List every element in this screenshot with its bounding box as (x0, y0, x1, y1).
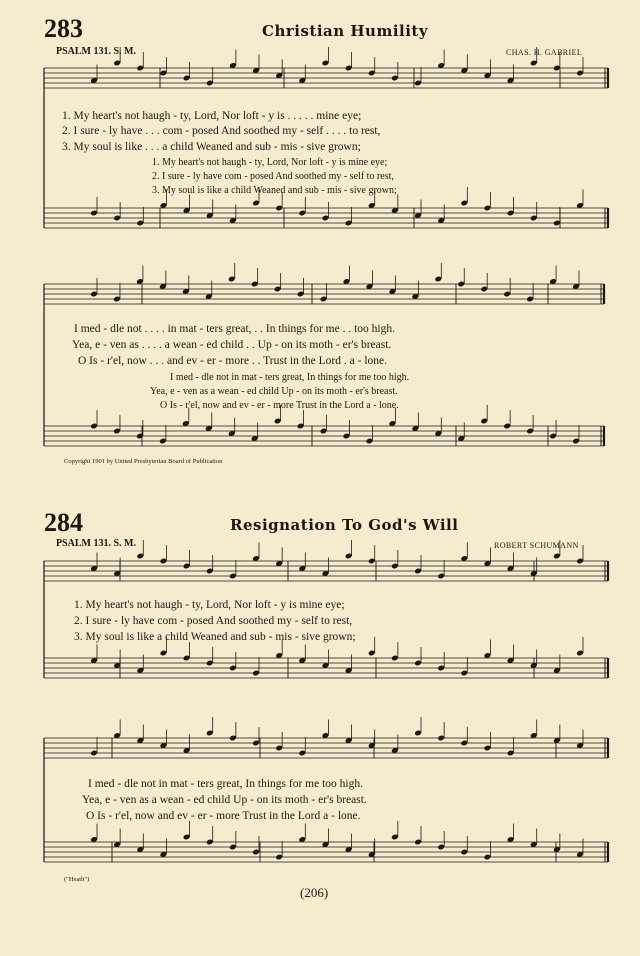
verse-line: 3. My soul is like . . . a child Weaned and sub - mis - sive grown; (62, 141, 361, 153)
verse-line: O Is - r'el, now . . . and ev - er - more . . Trust in the Lord . a - lone. (78, 355, 387, 367)
copyright-note: Copyright 1901 by United Presbyterian Board of Publication (64, 458, 223, 465)
verse-line: 1. My heart's not haugh - ty, Lord, Nor loft - y is mine eye; (152, 157, 388, 168)
verse-line: O Is - r'el, now and ev - er - more Trust in the Lord a - lone. (160, 400, 399, 411)
tune-name: ("Heath") (64, 876, 90, 883)
hymn-number: 283 (44, 14, 83, 43)
composer: CHAS. H. GABRIEL (506, 48, 583, 57)
verse-line: Yea, e - ven as a wean - ed child Up - on its moth - er's breast. (150, 386, 398, 397)
verse-line: O Is - r'el, now and ev - er - more Trust in the Lord a - lone. (86, 810, 361, 822)
verse-line: 1. My heart's not haugh - ty, Lord, Nor loft - y is . . . . . mine eye; (62, 110, 362, 122)
meter-label: PSALM 131. S. M. (56, 538, 136, 549)
verse-line: Yea, e - ven as a wean - ed child Up - on its moth - er's breast. (82, 794, 367, 806)
verse-line: 2. I sure - ly have . . . com - posed And soothed my - self . . . . to rest, (62, 125, 381, 137)
hymn-number: 284 (44, 508, 83, 537)
hymn-title: Resignation To God's Will (230, 516, 459, 534)
verse-line: I med - dle not . . . . in mat - ters great, . . In things for me . . too high. (74, 323, 395, 335)
verse-line: 2. I sure - ly have com - posed And soothed my - self to rest, (152, 171, 394, 182)
meter-label: PSALM 131. S. M. (56, 46, 136, 57)
verse-line: I med - dle not in mat - ters great, In things for me too high. (88, 778, 363, 790)
verse-line: Yea, e - ven as . . . . a wean - ed child . . Up - on its moth - er's breast. (72, 339, 392, 351)
verse-line: 1. My heart's not haugh - ty, Lord, Nor loft - y is mine eye; (74, 599, 345, 611)
verse-line: I med - dle not in mat - ters great, In things for me too high. (170, 372, 410, 383)
verse-line: 3. My soul is like a child Weaned and sub - mis - sive grown; (152, 185, 397, 196)
hymn-title: Christian Humility (262, 22, 429, 40)
page-number: (206) (300, 885, 329, 900)
composer: ROBERT SCHUMANN (494, 541, 579, 550)
verse-line: 2. I sure - ly have com - posed And soothed my - self to rest, (74, 615, 353, 627)
verse-line: 3. My soul is like a child Weaned and sub - mis - sive grown; (74, 631, 356, 643)
